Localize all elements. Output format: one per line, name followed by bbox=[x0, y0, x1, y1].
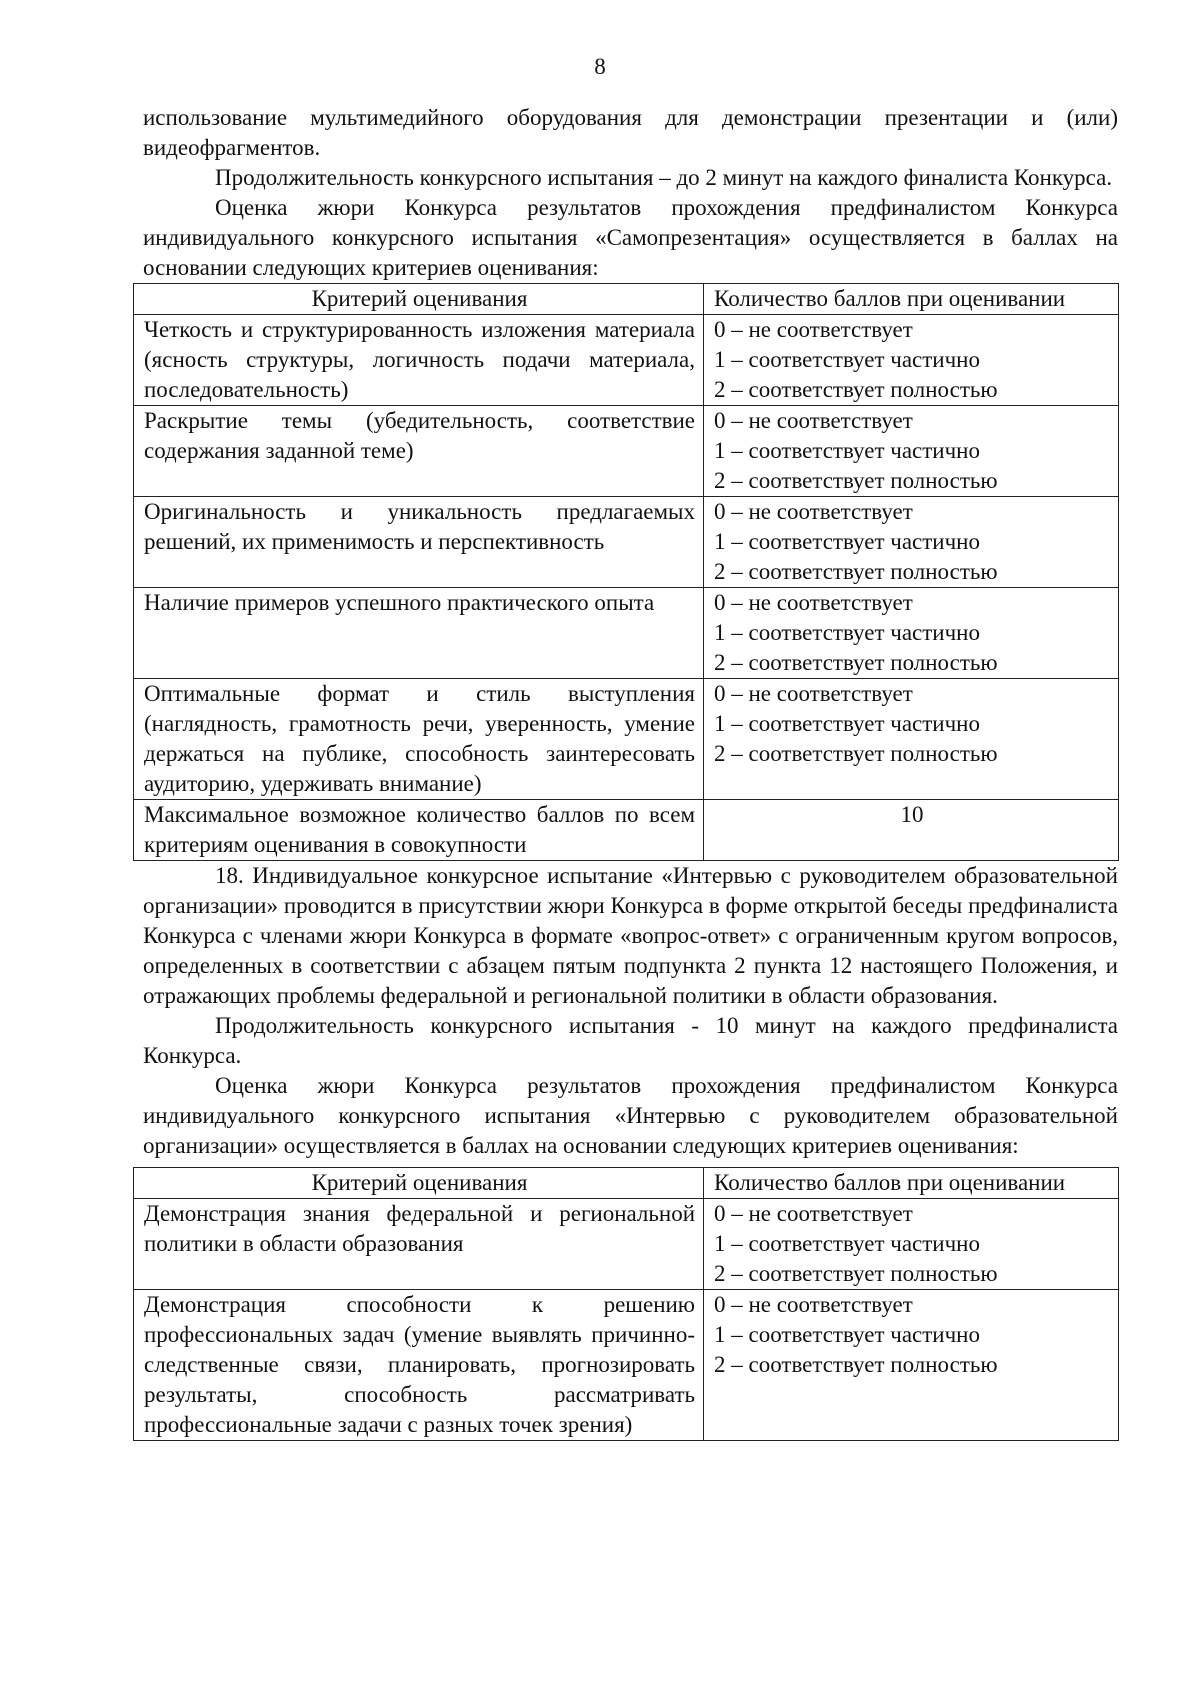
table-row bbox=[134, 497, 1119, 588]
criterion-cell: Оригинальность и уникальность предлагаемых решений, их применимость и перспективность bbox=[134, 497, 704, 588]
score-cell bbox=[704, 315, 1119, 406]
score-cell bbox=[704, 679, 1119, 800]
criterion-cell: Оптимальные формат и стиль выступления (наглядность, грамотность речи, уверенность, умение держаться на публике, способность заинтересовать аудиторию, удерживать внимание) bbox=[134, 679, 704, 800]
paragraph-duration-1: Продолжительность конкурсного испытания – до 2 минут на каждого финалиста Конкурса. bbox=[215, 165, 1113, 190]
score-option: 1 – соответствует частично bbox=[714, 347, 980, 372]
score-option: 0 – не соответствует bbox=[714, 1292, 913, 1317]
total-value-cell: 10 bbox=[704, 800, 1119, 861]
score-option: 1 – соответствует частично bbox=[714, 1231, 980, 1256]
page-content bbox=[143, 103, 1118, 1441]
criterion-cell: Демонстрация знания федеральной и региональной политики в области образования bbox=[134, 1199, 704, 1290]
score-option: 2 – соответствует полностью bbox=[714, 1261, 998, 1286]
column-header-score: Количество баллов при оценивании bbox=[704, 284, 1119, 315]
column-header-score: Количество баллов при оценивании bbox=[704, 1168, 1119, 1199]
paragraph-item-18: 18. Индивидуальное конкурсное испытание «Интервью с руководителем образовательной организации» проводится в присутствии жюри Конкурса в форме открытой беседы предфиналиста Конкурса с членами жюри Конкурса в формате «вопрос-ответ» с ограниченным кругом вопросов, определенных в соответствии с абзацем пятым подпункта 2 пункта 12 настоящего Положения, и отражающих проблемы федеральной и региональной политики в области образования. bbox=[143, 863, 1118, 1008]
paragraph-evaluation-2: Оценка жюри Конкурса результатов прохождения предфиналистом Конкурса индивидуального конкурсного испытания «Интервью с руководителем образовательной организации» осуществляется в баллах на основании следующих критериев оценивания: bbox=[143, 1073, 1118, 1158]
column-header-criterion: Критерий оценивания bbox=[134, 1168, 704, 1199]
score-option: 2 – соответствует полностью bbox=[714, 741, 998, 766]
table-header-row bbox=[134, 284, 1119, 315]
score-cell bbox=[704, 497, 1119, 588]
score-option: 0 – не соответствует bbox=[714, 499, 913, 524]
table-row bbox=[134, 1290, 1119, 1441]
criterion-cell: Наличие примеров успешного практического опыта bbox=[134, 588, 704, 679]
criterion-cell: Раскрытие темы (убедительность, соответствие содержания заданной теме) bbox=[134, 406, 704, 497]
score-cell bbox=[704, 1290, 1119, 1441]
score-option: 0 – не соответствует bbox=[714, 317, 913, 342]
score-option: 1 – соответствует частично bbox=[714, 620, 980, 645]
table-row bbox=[134, 1199, 1119, 1290]
score-option: 0 – не соответствует bbox=[714, 590, 913, 615]
score-option: 2 – соответствует полностью bbox=[714, 468, 998, 493]
table-row bbox=[134, 406, 1119, 497]
score-option: 2 – соответствует полностью bbox=[714, 559, 998, 584]
score-option: 0 – не соответствует bbox=[714, 1201, 913, 1226]
score-option: 1 – соответствует частично bbox=[714, 1322, 980, 1347]
paragraph-evaluation-1: Оценка жюри Конкурса результатов прохождения предфиналистом Конкурса индивидуального конкурсного испытания «Самопрезентация» осуществляется в баллах на основании следующих критериев оценивания: bbox=[143, 195, 1118, 280]
total-label-cell: Максимальное возможное количество баллов по всем критериям оценивания в совокупности bbox=[134, 800, 704, 861]
criteria-table-self-presentation bbox=[133, 283, 1119, 861]
score-cell bbox=[704, 1199, 1119, 1290]
page-number: 8 bbox=[594, 54, 606, 79]
table-row bbox=[134, 588, 1119, 679]
score-cell bbox=[704, 588, 1119, 679]
table-header-row bbox=[134, 1168, 1119, 1199]
criterion-cell: Демонстрация способности к решению профессиональных задач (умение выявлять причинно-следственные связи, планировать, прогнозировать результаты, способность рассматривать профессиональные задачи с разных точек зрения) bbox=[134, 1290, 704, 1441]
score-option: 1 – соответствует частично bbox=[714, 711, 980, 736]
criteria-table-interview bbox=[133, 1167, 1119, 1441]
paragraph-multimedia: использование мультимедийного оборудования для демонстрации презентации и (или) видеофрагментов. bbox=[143, 105, 1118, 160]
score-option: 0 – не соответствует bbox=[714, 408, 913, 433]
table-total-row bbox=[134, 800, 1119, 861]
score-option: 2 – соответствует полностью bbox=[714, 1352, 998, 1377]
score-option: 0 – не соответствует bbox=[714, 681, 913, 706]
criterion-cell: Четкость и структурированность изложения материала (ясность структуры, логичность подачи материала, последовательность) bbox=[134, 315, 704, 406]
score-option: 2 – соответствует полностью bbox=[714, 650, 998, 675]
score-option: 1 – соответствует частично bbox=[714, 438, 980, 463]
table-row bbox=[134, 679, 1119, 800]
paragraph-duration-2: Продолжительность конкурсного испытания - 10 минут на каждого предфиналиста Конкурса. bbox=[143, 1013, 1118, 1068]
column-header-criterion: Критерий оценивания bbox=[134, 284, 704, 315]
score-cell bbox=[704, 406, 1119, 497]
score-option: 1 – соответствует частично bbox=[714, 529, 980, 554]
score-option: 2 – соответствует полностью bbox=[714, 377, 998, 402]
table-row bbox=[134, 315, 1119, 406]
